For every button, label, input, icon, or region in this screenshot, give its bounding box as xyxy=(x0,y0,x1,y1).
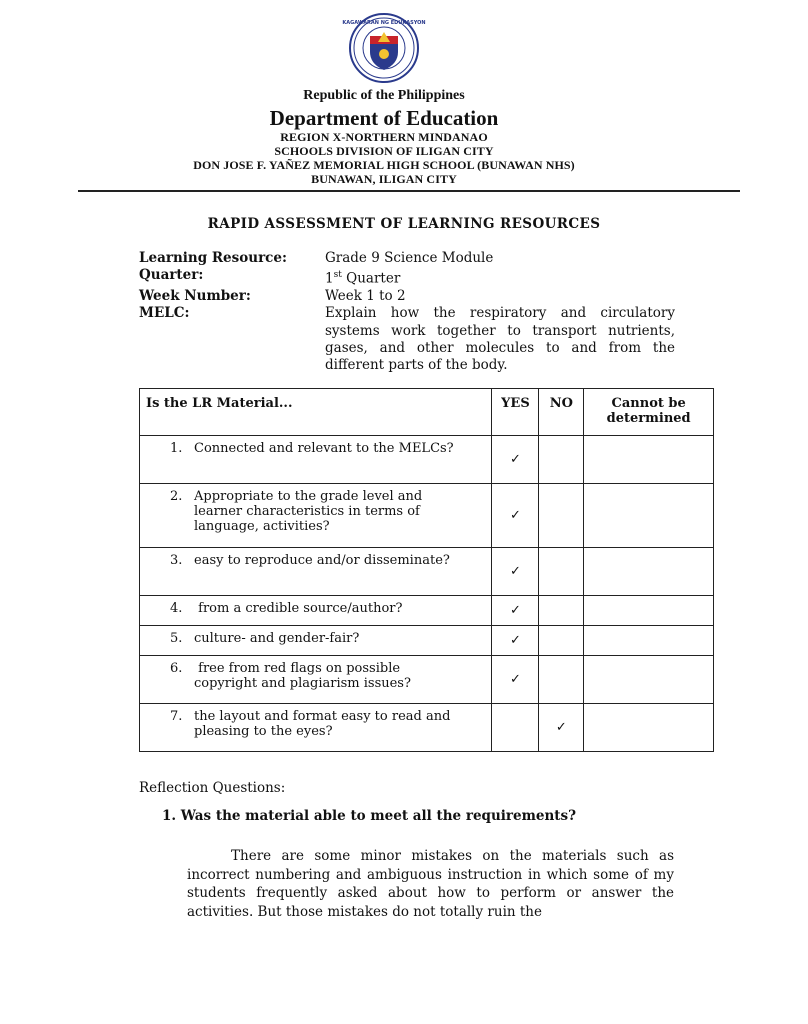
checkbox-cell-no[interactable] xyxy=(539,484,584,548)
info-row-quarter xyxy=(139,267,675,288)
checkbox-cell-no[interactable] xyxy=(539,656,584,704)
melc-value: Explain how the respiratory and circulatory systems work together to transport nutrients, gases, and other molecules to and from the different parts of the body. xyxy=(325,305,675,374)
criteria-number: 7. xyxy=(170,709,183,724)
checkbox-cell-yes[interactable] xyxy=(492,484,539,548)
checkbox-cell-no[interactable] xyxy=(539,436,584,484)
checkbox-cell-no[interactable] xyxy=(539,626,584,656)
checkbox-cell-cannot[interactable] xyxy=(584,596,714,626)
criteria-number: 2. xyxy=(170,489,183,504)
criteria-number: 1. xyxy=(170,441,183,456)
table-row xyxy=(140,656,714,704)
checkbox-cell-no[interactable] xyxy=(539,704,584,752)
check-mark-icon: ✓ xyxy=(509,603,521,618)
check-mark-icon: ✓ xyxy=(509,672,521,687)
criteria-text: Connected and relevant to the MELCs? xyxy=(194,441,454,456)
criteria-cell xyxy=(140,704,492,752)
criteria-text: free from red flags on possible copyright and plagiarism issues? xyxy=(194,661,411,691)
criteria-text: culture- and gender-fair? xyxy=(194,631,360,646)
criteria-cell xyxy=(140,626,492,656)
criteria-text: Appropriate to the grade level and learner characteristics in terms of language, activities? xyxy=(194,489,427,534)
checkbox-cell-cannot[interactable] xyxy=(584,704,714,752)
checkbox-cell-cannot[interactable] xyxy=(584,484,714,548)
quarter-word: Quarter xyxy=(341,270,401,287)
table-row xyxy=(140,626,714,656)
criteria-cell xyxy=(140,436,492,484)
week-label: Week Number: xyxy=(139,288,251,305)
reflection-question-1: 1. Was the material able to meet all the requirements? xyxy=(162,808,577,824)
department-name: Department of Education xyxy=(269,106,499,130)
division-line: SCHOOLS DIVISION OF ILIGAN CITY xyxy=(274,144,494,158)
region-line: REGION X-NORTHERN MINDANAO xyxy=(280,130,488,144)
criteria-text: easy to reproduce and/or disseminate? xyxy=(194,553,450,568)
quarter-label: Quarter: xyxy=(139,267,204,284)
criteria-number: 6. xyxy=(170,661,183,676)
criteria-cell xyxy=(140,596,492,626)
melc-label: MELC: xyxy=(139,305,190,322)
table-header-row xyxy=(140,389,714,436)
checkbox-cell-yes[interactable] xyxy=(492,704,539,752)
checkbox-cell-cannot[interactable] xyxy=(584,656,714,704)
header-divider xyxy=(78,190,740,192)
table-row xyxy=(140,484,714,548)
document-title: RAPID ASSESSMENT OF LEARNING RESOURCES xyxy=(207,216,601,232)
header-cannot-determine: Cannot be determined xyxy=(584,389,714,436)
criteria-text: the layout and format easy to read and pleasing to the eyes? xyxy=(194,709,455,739)
checkbox-cell-no[interactable] xyxy=(539,548,584,596)
table-row xyxy=(140,548,714,596)
checkbox-cell-yes[interactable] xyxy=(492,656,539,704)
quarter-number: 1 xyxy=(325,270,334,287)
header-yes: YES xyxy=(492,389,539,436)
country-line: Republic of the Philippines xyxy=(303,88,465,103)
checkbox-cell-cannot[interactable] xyxy=(584,626,714,656)
deped-seal-logo xyxy=(342,12,426,84)
checkbox-cell-yes[interactable] xyxy=(492,596,539,626)
criteria-number: 4. xyxy=(170,601,183,616)
seal-lettering: KAGAWARAN NG EDUKASYON xyxy=(342,20,426,26)
table-row xyxy=(140,596,714,626)
table-row xyxy=(140,704,714,752)
check-mark-icon: ✓ xyxy=(509,564,521,579)
week-value: Week 1 to 2 xyxy=(325,288,406,305)
header-no: NO xyxy=(539,389,584,436)
checkbox-cell-no[interactable] xyxy=(539,596,584,626)
quarter-suffix: st xyxy=(333,270,342,281)
assessment-table xyxy=(139,388,714,752)
checkbox-cell-yes[interactable] xyxy=(492,436,539,484)
check-mark-icon: ✓ xyxy=(555,720,567,735)
check-mark-icon: ✓ xyxy=(509,633,521,648)
criteria-number: 5. xyxy=(170,631,183,646)
criteria-text: from a credible source/author? xyxy=(194,601,403,616)
address-line: BUNAWAN, ILIGAN CITY xyxy=(311,172,457,186)
checkbox-cell-cannot[interactable] xyxy=(584,436,714,484)
criteria-number: 3. xyxy=(170,553,183,568)
criteria-cell xyxy=(140,484,492,548)
check-mark-icon: ✓ xyxy=(509,452,521,467)
info-block xyxy=(139,250,675,375)
reflection-heading: Reflection Questions: xyxy=(139,780,286,796)
info-row-week xyxy=(139,288,675,305)
info-row-resource xyxy=(139,250,675,267)
quarter-value xyxy=(325,267,675,288)
criteria-cell xyxy=(140,548,492,596)
header-criteria: Is the LR Material... xyxy=(140,389,492,436)
checkbox-cell-yes[interactable] xyxy=(492,548,539,596)
checkbox-cell-cannot[interactable] xyxy=(584,548,714,596)
info-row-melc xyxy=(139,305,675,374)
table-body xyxy=(140,436,714,752)
table-row xyxy=(140,436,714,484)
resource-label: Learning Resource: xyxy=(139,250,287,266)
resource-value: Grade 9 Science Module xyxy=(325,250,494,266)
reflection-answer: There are some minor mistakes on the materials such as incorrect numbering and ambiguous instruction in which some of my students frequently asked about how to perform or answer the activities. But those mistakes do not totally ruin the xyxy=(187,848,674,920)
school-line: DON JOSE F. YAÑEZ MEMORIAL HIGH SCHOOL (BUNAWAN NHS) xyxy=(193,158,575,172)
check-mark-icon: ✓ xyxy=(509,508,521,523)
checkbox-cell-yes[interactable] xyxy=(492,626,539,656)
criteria-cell xyxy=(140,656,492,704)
